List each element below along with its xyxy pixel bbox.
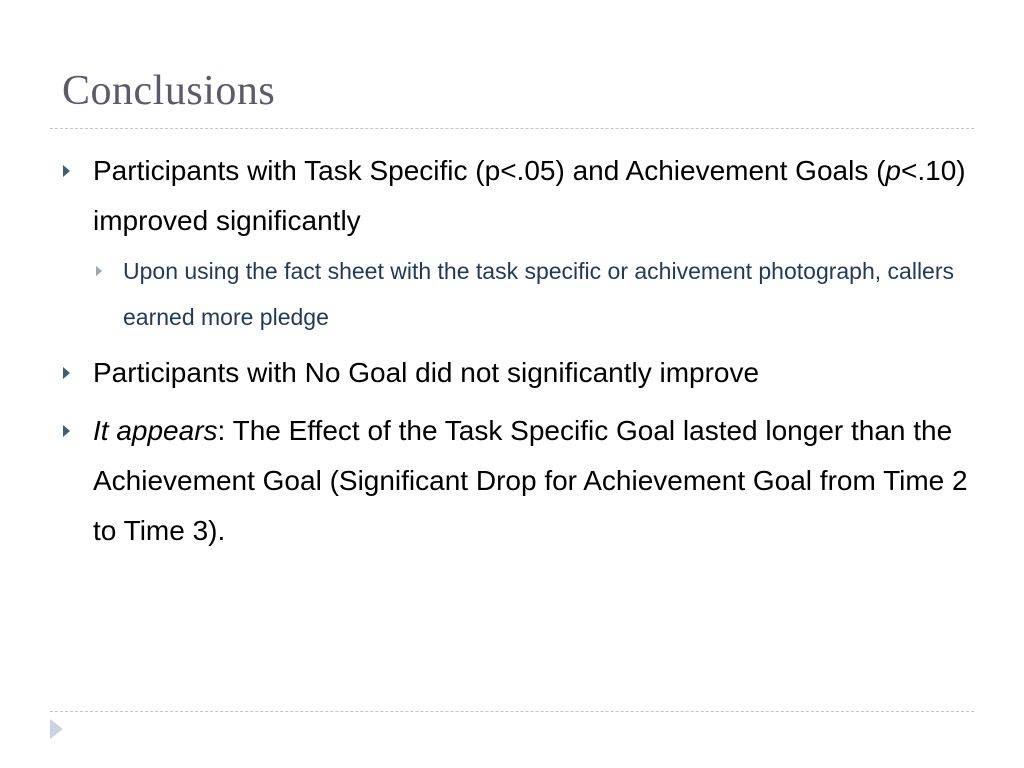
bullet-item-1	[58, 146, 968, 246]
play-arrow-icon[interactable]	[50, 719, 63, 739]
bullet-item-2	[58, 348, 968, 398]
bullet-3-text-after: : The Effect of the Task Specific Goal lasted longer than the Achievement Goal (Significant Drop for Achievement Goal from Time 2 to Time 3).	[93, 415, 968, 546]
slide-title: Conclusions	[62, 68, 276, 114]
bullet-list	[58, 146, 968, 564]
bullet-1-text: Participants with Task Specific (p<.05) and Achievement Goals (	[93, 155, 886, 186]
bullet-1-text-after: <.10) improved significantly	[93, 155, 966, 236]
bullet-2-text: Participants with No Goal did not significantly improve	[93, 357, 760, 388]
triangle-bullet-icon	[63, 165, 70, 177]
bullet-item-3	[58, 406, 968, 556]
bullet-1-italic: p	[885, 155, 901, 186]
triangle-bullet-icon	[63, 367, 70, 379]
title-divider	[50, 128, 974, 129]
sub-bullet-item-1	[58, 248, 968, 340]
footer-divider	[50, 711, 974, 712]
bullet-3-italic: It appears	[93, 415, 218, 446]
triangle-bullet-icon	[96, 266, 102, 276]
triangle-bullet-icon	[63, 425, 70, 437]
sub-bullet-1-text: Upon using the fact sheet with the task specific or achivement photograph, callers earned more pledge	[123, 258, 955, 330]
